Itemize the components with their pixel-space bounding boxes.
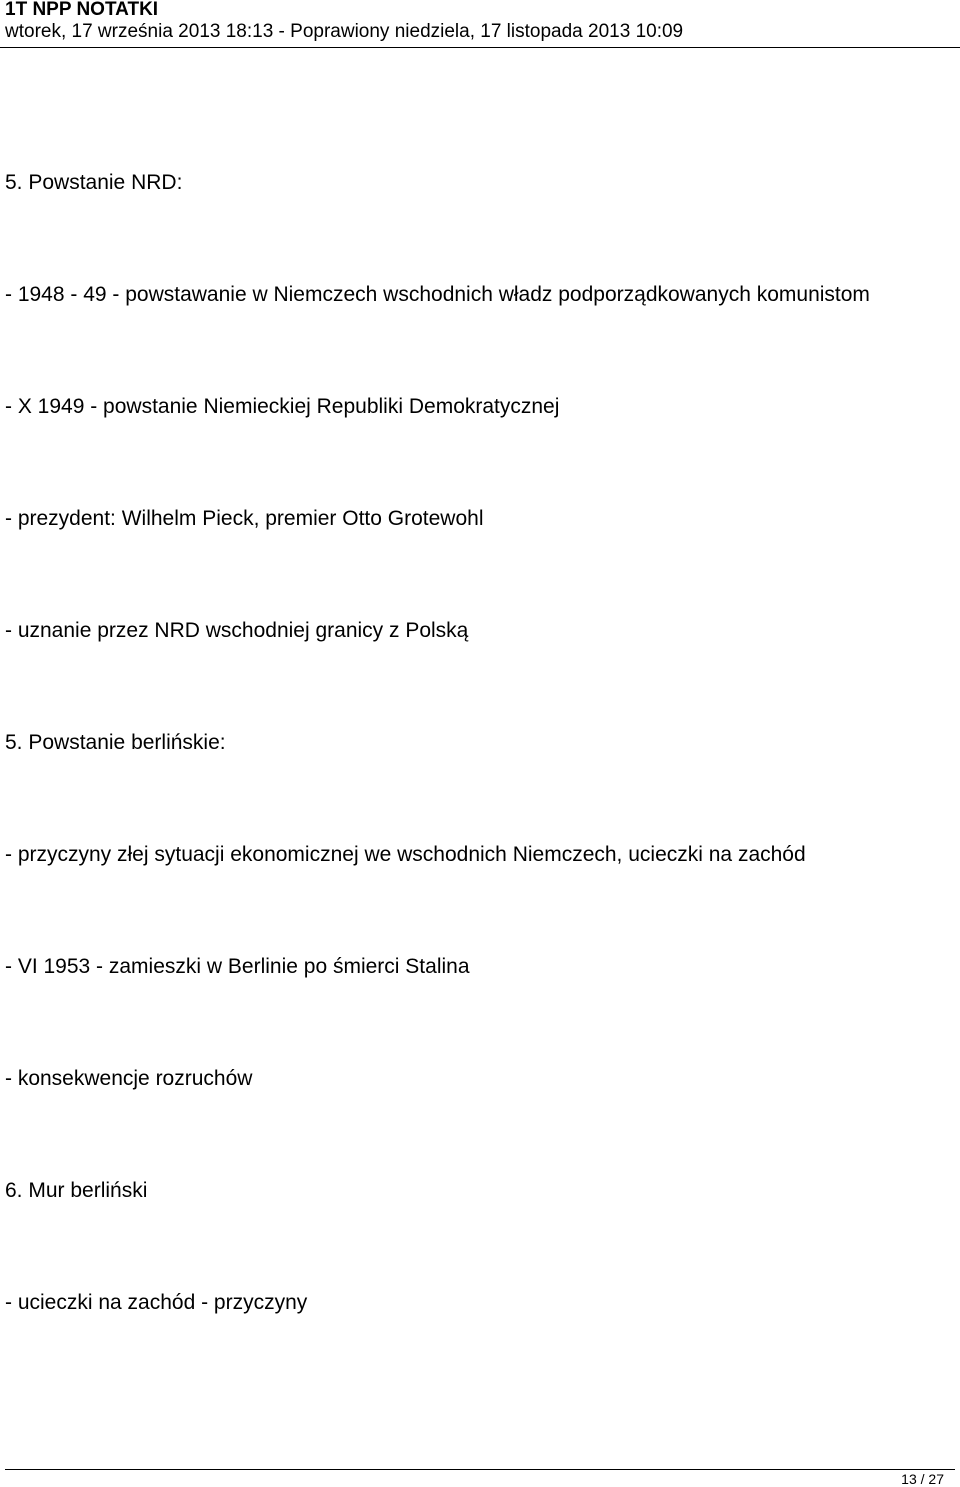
- text-line: - prezydent: Wilhelm Pieck, premier Otto Grotewohl: [5, 507, 484, 530]
- text-line: - konsekwencje rozruchów: [5, 1067, 253, 1090]
- document-meta: wtorek, 17 września 2013 18:13 - Poprawiony niedziela, 17 listopada 2013 10:09: [5, 21, 684, 42]
- header-divider: [0, 47, 960, 48]
- text-line: - 1948 - 49 - powstawanie w Niemczech wschodnich władz podporządkowanych komunistom: [5, 283, 870, 306]
- footer-divider: [5, 1469, 955, 1470]
- text-line: - przyczyny złej sytuacji ekonomicznej we wschodnich Niemczech, ucieczki na zachód: [5, 843, 806, 866]
- page-number: 13 / 27: [901, 1471, 944, 1487]
- text-line: - VI 1953 - zamieszki w Berlinie po śmierci Stalina: [5, 955, 470, 978]
- section-heading-berlin-wall: 6. Mur berliński: [5, 1179, 148, 1202]
- text-line: - ucieczki na zachód - przyczyny: [5, 1291, 308, 1314]
- document-title: 1T NPP NOTATKI: [5, 0, 159, 20]
- text-line: - X 1949 - powstanie Niemieckiej Republiki Demokratycznej: [5, 395, 560, 418]
- section-heading-nrd: 5. Powstanie NRD:: [5, 171, 183, 194]
- text-line: - uznanie przez NRD wschodniej granicy z Polską: [5, 619, 469, 642]
- section-heading-berlin-uprising: 5. Powstanie berlińskie:: [5, 731, 226, 754]
- page-header: [0, 0, 960, 50]
